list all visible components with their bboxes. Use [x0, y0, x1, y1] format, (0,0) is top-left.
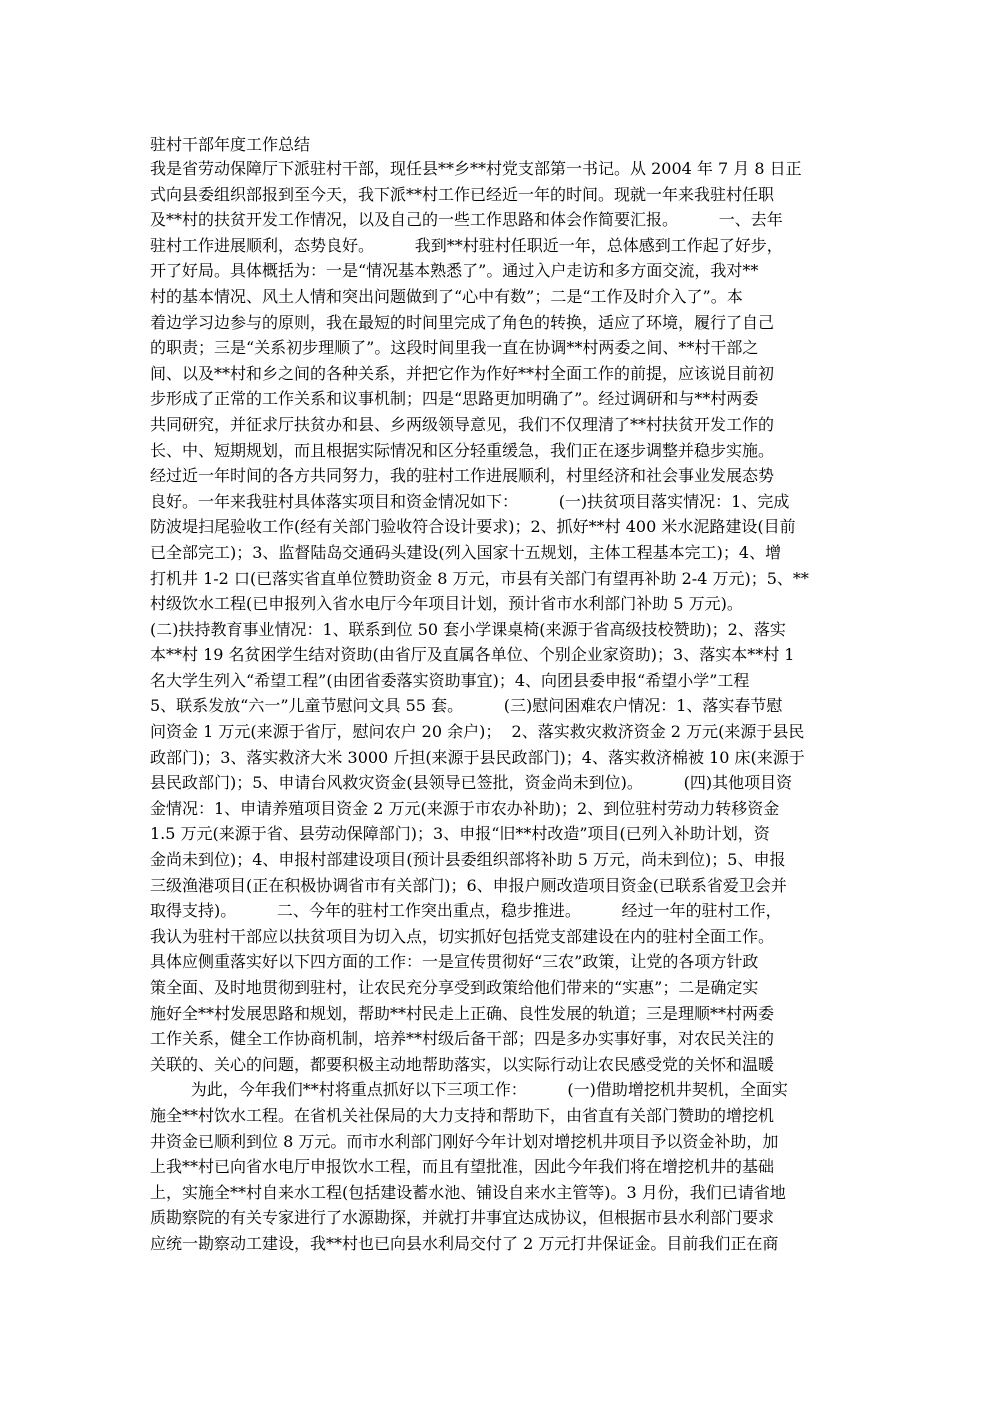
body-text-line: (二)扶持教育事业情况：1、联系到位 50 套小学课桌椅(来源于省高级技校赞助)；2、落实	[150, 619, 786, 639]
body-text-line: 策全面、及时地贯彻到驻村，让农民充分享受到政策给他们带来的“实惠”；二是确定实	[150, 978, 759, 997]
body-text-line: 共同研究，并征求厅扶贫办和县、乡两级领导意见，我们不仅理清了**村扶贫开发工作的	[150, 414, 775, 434]
body-text-line: 为此，今年我们**村将重点抓好以下三项工作： (一)借助增挖机井契机，全面实	[150, 1080, 788, 1100]
body-text-line: 质勘察院的有关专家进行了水源勘探，并就打井事宜达成协议，但根据市县水利部门要求	[150, 1208, 775, 1228]
body-text-line: 名大学生列入“希望工程”(由团省委落实资助事宜)；4、向团县委申报“希望小学”工程	[150, 670, 750, 690]
body-text-line: 步形成了正常的工作关系和议事机制；四是“思路更加明确了”。经过调研和与**村两委	[150, 389, 759, 409]
document-body	[150, 156, 850, 1257]
body-text-line: 开了好局。具体概括为：一是“情况基本熟悉了”。通过入户走访和多方面交流，我对**	[150, 261, 759, 281]
body-text-line: 长、中、短期规划，而且根据实际情况和区分轻重缓急，我们正在逐步调整并稳步实施。	[150, 440, 775, 460]
document-title: 驻村干部年度工作总结	[150, 135, 311, 154]
body-text-line: 应统一勘察动工建设，我**村也已向县水利局交付了 2 万元打井保证金。目前我们正在商	[150, 1233, 779, 1253]
body-text-line: 经过近一年时间的各方共同努力，我的驻村工作进展顺利，村里经济和社会事业发展态势	[150, 466, 775, 486]
body-text-line: 式向县委组织部报到至今天，我下派**村工作已经近一年的时间。现就一年来我驻村任职	[150, 184, 775, 204]
body-text-line: 村级饮水工程(已申报列入省水电厅今年项目计划，预计省市水利部门补助 5 万元)。	[150, 594, 743, 614]
body-text-line: 驻村工作进展顺利，态势良好。 我到**村驻村任职近一年，总体感到工作起了好步，	[150, 235, 783, 255]
body-text-line: 井资金已顺利到位 8 万元。而市水利部门刚好今年计划对增挖机井项目予以资金补助，加	[150, 1131, 779, 1151]
body-text-line: 5、联系发放“六一”儿童节慰问文具 55 套。 (三)慰问困难农户情况：1、落实春节慰	[150, 696, 783, 716]
body-text-line: 政部门)；3、落实救济大米 3000 斤担(来源于县民政部门)；4、落实救济棉被 10 床(来源于	[150, 747, 805, 767]
body-text-line: 村的基本情况、风土人情和突出问题做到了“心中有数”；二是“工作及时介入了”。本	[150, 286, 743, 306]
body-text-line: 问资金 1 万元(来源于省厅，慰问农户 20 余户)； 2、落实救灾救济资金 2 万元(来源于县民	[150, 722, 805, 742]
body-text-line: 间、以及**村和乡之间的各种关系，并把它作为作好**村全面工作的前提，应该说目前初	[150, 363, 775, 383]
body-text-line: 1.5 万元(来源于省、县劳动保障部门)；3、申报“旧**村改造”项目(已列入补助计划，资	[150, 824, 770, 844]
body-text-line: 县民政部门)；5、申请台风救灾资金(县领导已签批，资金尚未到位)。 (四)其他项目资	[150, 773, 793, 793]
body-text-line: 的职责；三是“关系初步理顺了”。这段时间里我一直在协调**村两委之间、**村干部之	[150, 338, 759, 358]
body-text-line: 关联的、关心的问题，都要积极主动地帮助落实，以实际行动让农民感受党的关怀和温暖	[150, 1054, 775, 1074]
body-text-line: 防波堤扫尾验收工作(经有关部门验收符合设计要求)；2、抓好**村 400 米水泥路建设(目前	[150, 517, 796, 537]
body-text-line: 良好。一年来我驻村具体落实项目和资金情况如下： (一)扶贫项目落实情况：1、完成	[150, 491, 790, 511]
body-text-line: 施全**村饮水工程。在省机关社保局的大力支持和帮助下，由省直有关部门赞助的增挖机	[150, 1105, 775, 1125]
body-text-line: 三级渔港项目(正在积极协调省市有关部门)；6、申报户厕改造项目资金(已联系省爱卫会并	[150, 875, 787, 895]
body-text-line: 上我**村已向省水电厅申报饮水工程，而且有望批准，因此今年我们将在增挖机井的基础	[150, 1157, 775, 1177]
body-text-line: 上，实施全**村自来水工程(包括建设蓄水池、铺设自来水主管等)。3 月份，我们已请省地	[150, 1182, 786, 1202]
body-text-line: 已全部完工)；3、监督陆岛交通码头建设(列入国家十五规划，主体工程基本完工)；4、增	[150, 542, 782, 562]
body-text-line: 金情况：1、申请养殖项目资金 2 万元(来源于市农办补助)；2、到位驻村劳动力转移资金	[150, 798, 780, 818]
body-text-line: 我认为驻村干部应以扶贫项目为切入点，切实抓好包括党支部建设在内的驻村全面工作。	[150, 926, 775, 946]
body-text-line: 金尚未到位)；4、申报村部建设项目(预计县委组织部将补助 5 万元，尚未到位)；5、申报	[150, 850, 786, 870]
body-text-line: 及**村的扶贫开发工作情况，以及自己的一些工作思路和体会作简要汇报。 一、去年	[150, 210, 783, 230]
body-text-line: 具体应侧重落实好以下四方面的工作：一是宣传贯彻好“三农”政策，让党的各项方针政	[150, 952, 759, 972]
body-text-line: 着边学习边参与的原则，我在最短的时间里完成了角色的转换，适应了环境，履行了自己	[150, 312, 775, 332]
body-text-line: 打机井 1-2 口(已落实省直单位赞助资金 8 万元，市县有关部门有望再补助 2-4 万元)；5、**	[150, 568, 809, 588]
body-text-line: 本**村 19 名贫困学生结对资助(由省厅及直属各单位、个别企业家资助)；3、落实本**村 1	[150, 645, 795, 665]
body-text-line: 工作关系，健全工作协商机制，培养**村级后备干部；四是多办实事好事，对农民关注的	[150, 1029, 775, 1049]
body-text-line: 取得支持)。 二、今年的驻村工作突出重点，稳步推进。 经过一年的驻村工作，	[150, 901, 782, 921]
body-text-line: 施好全**村发展思路和规划，帮助**村民走上正确、良性发展的轨道；三是理顺**村两委	[150, 1003, 775, 1023]
body-text-line: 我是省劳动保障厅下派驻村干部，现任县**乡**村党支部第一书记。从 2004 年 7 月 8 日正	[150, 159, 802, 178]
